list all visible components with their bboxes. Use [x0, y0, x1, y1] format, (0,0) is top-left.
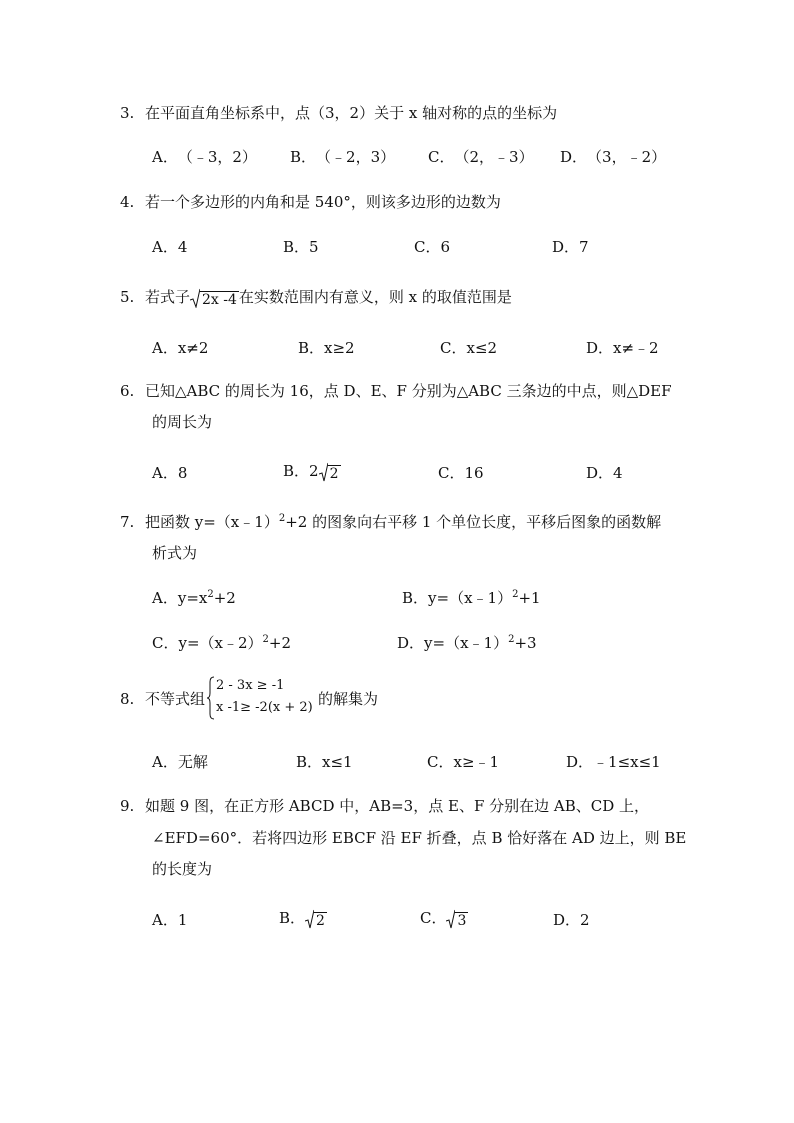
option-b	[283, 238, 319, 256]
option-label: B．	[290, 148, 317, 166]
option-b	[279, 909, 327, 929]
option-label: A．	[152, 753, 178, 771]
option-c	[420, 909, 468, 929]
question-stem: 已知△ABC 的周长为 16，点 D、E、F 分别为△ABC 三条边的中点，则△DEF	[145, 382, 672, 400]
question-stem-before: 不等式组	[145, 690, 206, 708]
option-text: y=（x﹣1）	[424, 634, 509, 652]
option-label: A．	[152, 464, 178, 482]
option-text: y=（x﹣2）	[178, 634, 263, 652]
inequality-row-1: 2 - 3x ≥ -1	[216, 678, 285, 693]
option-text: 无解	[177, 753, 208, 771]
radicand: 2x -4	[202, 292, 237, 308]
option-text: 4	[177, 238, 188, 256]
option-text: 2	[580, 911, 590, 929]
question-number: 3.	[120, 104, 135, 122]
inequality-system	[207, 676, 317, 720]
stem-text-before: 把函数 y=（x﹣1）	[145, 513, 279, 531]
exponent: 2	[207, 589, 214, 600]
option-label: C．	[438, 464, 465, 482]
option-c	[427, 753, 499, 771]
option-c	[428, 148, 534, 166]
square-root-expression	[319, 462, 341, 482]
option-text: （﹣2，3）	[316, 148, 396, 166]
option-text: （2，﹣3）	[454, 148, 534, 166]
option-text: x≠2	[177, 339, 209, 357]
square-root-expression	[446, 909, 468, 929]
option-label: B．	[279, 909, 306, 927]
option-d	[566, 753, 661, 771]
option-label: B．	[296, 753, 323, 771]
option-text: 6	[440, 238, 451, 256]
question-number: 4.	[120, 193, 135, 211]
option-text: x≤1	[322, 753, 353, 771]
radical-sign-icon	[190, 288, 200, 308]
option-label: D．	[586, 339, 614, 357]
option-text-tail: +1	[518, 589, 541, 607]
question-number: 5.	[120, 288, 135, 306]
option-a	[152, 589, 236, 610]
question-number: 7.	[120, 513, 135, 531]
option-label: D．	[560, 148, 588, 166]
square-root-expression	[305, 909, 327, 929]
option-b	[283, 462, 341, 482]
option-text: 16	[464, 464, 484, 482]
option-text-tail: +2	[268, 634, 292, 652]
radical-sign-icon	[446, 909, 455, 929]
inequality-row-2: x -1≥ -2(x + 2)	[216, 700, 313, 715]
question-stem: 如题 9 图，在正方形 ABCD 中，AB=3，点 E、F 分别在边 AB、CD 上，	[145, 797, 650, 815]
question-number: 6.	[120, 382, 135, 400]
question-stem-continued-2: 的长度为	[152, 860, 213, 878]
option-label: A．	[152, 589, 178, 607]
option-label: C．	[152, 634, 179, 652]
option-d	[397, 634, 537, 655]
option-label: C．	[440, 339, 467, 357]
question-stem-after: 的解集为	[318, 690, 379, 708]
exponent: 2	[508, 634, 515, 645]
question-stem: 在平面直角坐标系中，点（3，2）关于 x 轴对称的点的坐标为	[145, 104, 558, 122]
question-stem-continued: 的周长为	[152, 413, 213, 431]
exponent: 2	[262, 634, 269, 645]
option-d	[586, 339, 659, 357]
option-label: B．	[298, 339, 325, 357]
square-root-expression	[190, 288, 239, 308]
option-text: 4	[613, 464, 623, 482]
question-stem-continued: 析式为	[152, 544, 198, 562]
option-b	[296, 753, 353, 771]
option-text: 8	[177, 464, 188, 482]
option-d	[560, 148, 666, 166]
radicand: 2	[329, 466, 339, 482]
option-text: ﹣1≤x≤1	[593, 753, 661, 771]
option-a	[152, 339, 208, 357]
option-label: D．	[586, 464, 614, 482]
option-label: A．	[152, 339, 178, 357]
option-label: D．	[553, 911, 581, 929]
option-b	[402, 589, 541, 610]
option-text: 7	[579, 238, 589, 256]
option-text: （3，﹣2）	[587, 148, 667, 166]
option-text-tail: +2	[213, 589, 236, 607]
option-d	[552, 238, 589, 256]
radicand: 2	[316, 913, 325, 929]
question-stem	[145, 288, 512, 308]
stem-text-after: +2 的图象向右平移 1 个单位长度，平移后图象的函数解	[285, 513, 662, 531]
option-b	[290, 148, 395, 166]
option-a	[152, 148, 257, 166]
coefficient: 2	[309, 462, 319, 480]
option-label: C．	[428, 148, 455, 166]
option-text: x≥2	[324, 339, 355, 357]
option-label: A．	[152, 238, 178, 256]
question-number: 8.	[120, 690, 135, 708]
exponent: 2	[512, 589, 519, 600]
option-label: C．	[427, 753, 454, 771]
option-d	[586, 464, 623, 482]
option-c	[440, 339, 497, 357]
question-number: 9.	[120, 797, 135, 815]
option-text: y=（x﹣1）	[428, 589, 513, 607]
exponent: 2	[278, 513, 286, 524]
option-a	[152, 753, 208, 771]
option-b	[298, 339, 355, 357]
option-text: （﹣3，2）	[177, 148, 257, 166]
option-text: 5	[309, 238, 319, 256]
stem-text-before: 若式子	[145, 288, 191, 306]
option-d	[553, 911, 590, 929]
option-a	[152, 238, 187, 256]
option-text: x≠﹣2	[613, 339, 659, 357]
option-label: D．	[397, 634, 425, 652]
option-label: C．	[420, 909, 447, 927]
option-text-tail: +3	[514, 634, 537, 652]
option-text: x≤2	[466, 339, 498, 357]
option-label: D．	[552, 238, 580, 256]
radical-sign-icon	[319, 462, 328, 482]
option-c	[414, 238, 450, 256]
stem-text-after: 在实数范围内有意义，则 x 的取值范围是	[238, 288, 512, 306]
left-brace-icon	[207, 676, 215, 720]
option-label: D．	[566, 753, 594, 771]
option-text: x≥﹣1	[453, 753, 500, 771]
option-label: B．	[283, 462, 310, 480]
option-a	[152, 911, 187, 929]
option-label: B．	[283, 238, 310, 256]
option-a	[152, 464, 187, 482]
option-label: A．	[152, 148, 178, 166]
radical-sign-icon	[305, 909, 314, 929]
option-c	[152, 634, 291, 655]
option-text: 1	[177, 911, 188, 929]
option-label: B．	[402, 589, 429, 607]
question-stem-continued: ∠EFD=60°．若将四边形 EBCF 沿 EF 折叠，点 B 恰好落在 AD 边上，则 BE	[152, 829, 687, 847]
option-label: A．	[152, 911, 178, 929]
option-text: y=x	[177, 589, 208, 607]
question-stem	[145, 513, 661, 534]
radicand: 3	[457, 913, 467, 929]
question-stem: 若一个多边形的内角和是 540°，则该多边形的边数为	[145, 193, 501, 211]
option-label: C．	[414, 238, 441, 256]
option-c	[438, 464, 484, 482]
